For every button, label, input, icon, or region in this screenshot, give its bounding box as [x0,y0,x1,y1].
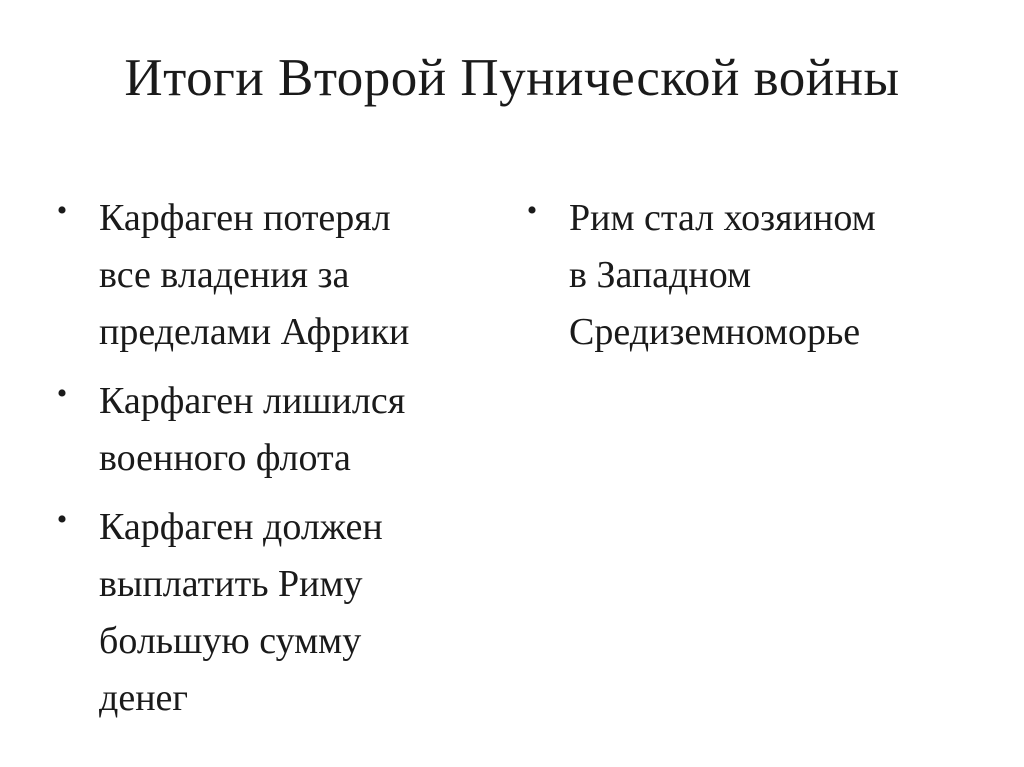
bullet-icon: • [56,194,68,227]
bullet-text: Рим стал хозяином в Западном Средиземноморье [569,197,876,353]
slide-title: Итоги Второй Пунической войны [124,49,900,107]
bullet-icon: • [56,377,68,410]
list-item [55,499,500,727]
list-item [525,190,985,361]
bullet-text: Карфаген должен выплатить Риму большую сумму денег [99,506,383,719]
right-bullet-list [525,190,985,373]
bullet-icon: • [56,503,68,536]
bullet-icon: • [526,194,538,227]
list-item [55,190,500,361]
bullet-text: Карфаген потерял все владения за пределами Африки [99,197,410,353]
bullet-text: Карфаген лишился военного флота [99,380,406,479]
left-bullet-list [55,190,500,739]
list-item [55,373,500,487]
